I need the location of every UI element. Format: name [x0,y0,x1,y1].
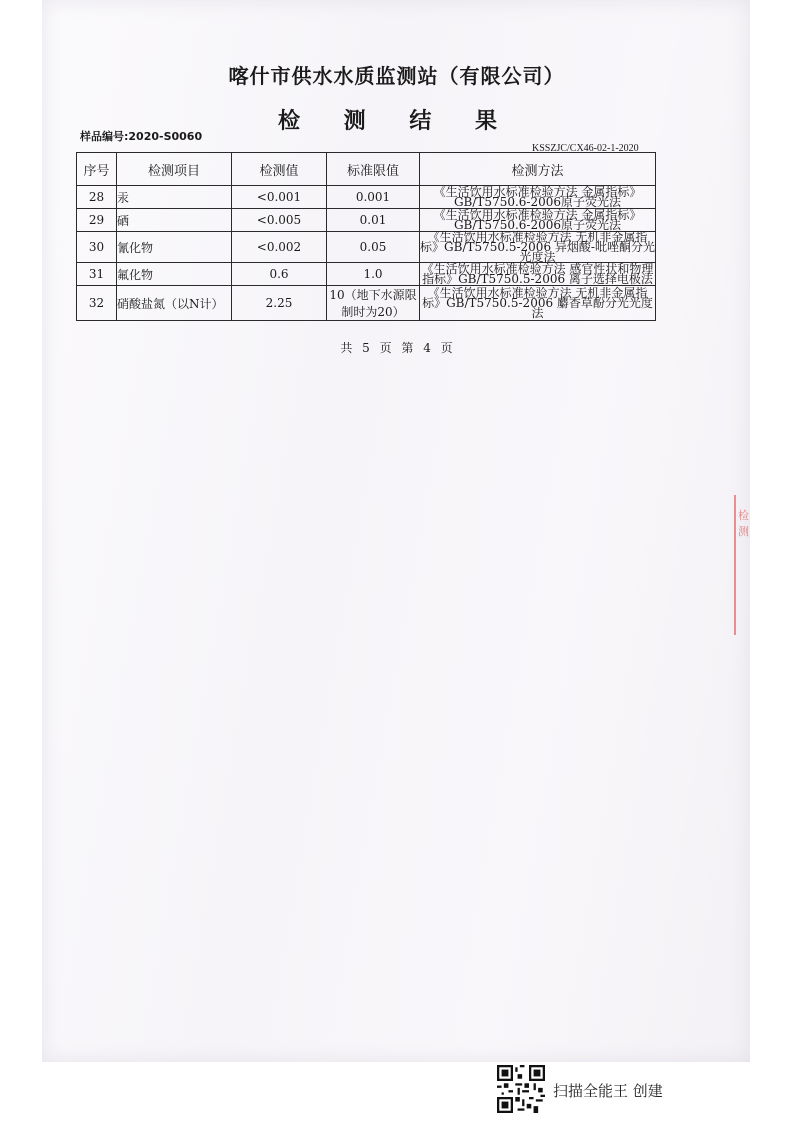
sample-number: 样品编号:2020-S0060 [80,130,203,143]
cell-value: <0.005 [232,209,327,232]
cell-no: 30 [77,232,117,263]
table-row [77,186,656,209]
cell-item: 硒 [117,209,232,232]
cell-value: 2.25 [232,286,327,321]
col-header-item: 检测项目 [117,153,232,186]
col-header-method: 检测方法 [420,153,656,186]
cell-no: 28 [77,186,117,209]
form-code: KSSZJC/CX46-02-1-2020 [532,143,639,154]
col-header-value: 检测值 [232,153,327,186]
stamp-text: 检测 [738,509,749,538]
cell-item: 氟化物 [117,263,232,286]
cell-limit: 0.01 [327,209,420,232]
col-header-limit: 标准限值 [327,153,420,186]
results-table [76,152,656,321]
cell-method: 《生活饮用水标准检验方法 感官性状和物理指标》GB/T5750.5-2006 离子选择电极法 [420,263,656,286]
table-row [77,263,656,286]
table-header-row [77,153,656,186]
document-title: 检 测 结 果 [278,109,515,134]
cell-method: 《生活饮用水标准检验方法 金属指标》GB/T5750.6-2006原子荧光法 [420,186,656,209]
organization-title: 喀什市供水水质监测站（有限公司） [228,64,565,88]
cell-method: 《生活饮用水标准检验方法 无机非金属指标》GB/T5750.5-2006 异烟酸-吡唑酮分光光度法 [420,230,655,264]
cell-limit: 0.001 [327,186,420,209]
seal-stamp-fragment [734,495,752,635]
cell-limit: 0.05 [327,232,420,263]
cell-value: 0.6 [232,263,327,286]
cell-value: <0.001 [232,186,327,209]
cell-method: 《生活饮用水标准检验方法 无机非金属指标》GB/T5750.5-2006 麝香草酚分光光度法 [420,286,656,321]
cell-item: 汞 [117,186,232,209]
table-row [77,232,656,263]
cell-item: 氰化物 [117,232,232,263]
table-row [77,286,656,321]
cell-no: 29 [77,209,117,232]
cell-no: 32 [77,286,117,321]
cell-value: <0.002 [232,232,327,263]
cell-limit: 1.0 [327,263,420,286]
cell-no: 31 [77,263,117,286]
table-row [77,209,656,232]
page-indicator: 共 5 页 第 4 页 [340,341,453,355]
col-header-no: 序号 [77,153,117,186]
qr-code-icon [497,1065,545,1113]
cell-limit: 10（地下水源限制时为20） [327,286,420,321]
scanner-watermark-label: 扫描全能王 创建 [553,1082,663,1100]
cell-item: 硝酸盐氮（以N计） [117,286,232,321]
cell-method: 《生活饮用水标准检验方法 金属指标》GB/T5750.6-2006原子荧光法 [420,209,656,232]
